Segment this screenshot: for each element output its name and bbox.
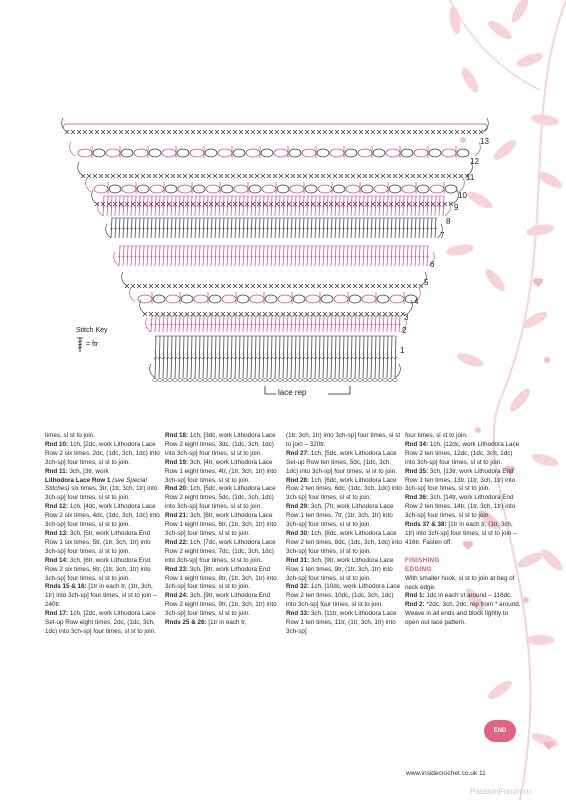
round-label: Rnd 31: <box>286 556 310 564</box>
instruction-text: 1ch, [5dc, work Lithodora Lace Set-up Row ten times, 5dc, (1dc, 3ch, 1dc) into 3ch-sp] four times, sl st to join. <box>286 449 397 475</box>
instruction-paragraph <box>286 450 402 477</box>
instruction-paragraph <box>405 575 521 593</box>
row-number: 2 <box>402 326 407 335</box>
instruction-paragraph <box>286 557 402 584</box>
round-label: Rnd 29: <box>286 503 310 511</box>
instruction-paragraph <box>405 432 521 441</box>
instruction-paragraph <box>405 601 521 610</box>
instruction-paragraph <box>286 530 402 557</box>
instruction-paragraph <box>405 441 521 468</box>
row-number: 13 <box>480 137 489 146</box>
instruction-paragraph <box>165 592 281 619</box>
round-label: Rnd 2: <box>405 601 425 609</box>
lace-repeat-label: lace rep <box>278 388 306 397</box>
round-label: Rnd 10: <box>45 440 69 448</box>
text-column <box>286 432 402 637</box>
instruction-text: 1ch, [7dc, work Lithodora Lace Row 2 eight times, 7dc, (1dc, 3ch, 1dc) into 3ch-sp] four times, sl st to join. <box>165 538 276 564</box>
instruction-text: [1tr in each tr, (1tr, 3ch, 1tr) into 3ch-sp] four times, sl st to join – 416tr. Fasten off. <box>405 521 517 546</box>
row-number: 9 <box>454 203 459 212</box>
heart-shape <box>533 278 543 287</box>
leaf-shape <box>509 0 532 25</box>
round-label: Rnd 33: <box>286 610 310 618</box>
row-number: 6 <box>430 260 435 269</box>
instruction-paragraph <box>45 610 161 637</box>
round-label: Rnd 35: <box>405 467 429 475</box>
instruction-text: 3ch, [7tr, work Lithodora Lace Row 1 ten times, 7tr, (1tr, 3ch, 1tr) into 3ch-sp] four times, sl st to join. <box>286 503 394 529</box>
instruction-text: 1ch, [6dc, work Lithodora Lace Row 2 ten times, 6dc, (1dc, 3ch, 1dc) into 3ch-sp] four times, sl st to join. <box>286 476 402 502</box>
instruction-text: Weave in all ends and block lightly to open out lace pattern. <box>405 610 509 627</box>
instruction-text: 1ch, [5dc, work Lithodora Lace Row 2 eight times, 5dc, (1dc, 3ch, 1dc) into 3ch-sp] four times, sl st to join. <box>165 485 276 511</box>
section-heading: EDGING <box>405 565 432 573</box>
round-label: Rnd 27: <box>286 449 310 457</box>
instruction-text: six times, 3tr, (1tr, 3ch, 1tr) into 3ch-sp] four times, sl st to join. <box>45 485 158 502</box>
instruction-paragraph <box>165 566 281 593</box>
instruction-text: 3ch, [9tr, work Lithodora Lace Row 1 ten times, 9tr, (1tr, 3ch, 1tr) into 3ch-sp] four times, sl st to join. <box>286 556 394 582</box>
instruction-text: 3ch, [6tr, work Lithodora End Row 2 six times, 6tr, (1tr, 3ch, 1tr) into 3ch-sp] four times, sl st to join. <box>45 556 151 582</box>
leaf-shape <box>507 386 533 414</box>
instruction-paragraph <box>165 459 281 486</box>
instruction-paragraph <box>165 485 281 512</box>
round-label: Rnds 15 & 16: <box>45 583 87 591</box>
instruction-text: With smaller hook, sl st to join at beg of neck edge. <box>405 574 515 591</box>
instruction-text: four times, sl st to join. <box>405 432 468 439</box>
round-label: Rnd 32: <box>286 583 310 591</box>
instruction-paragraph <box>45 477 161 504</box>
round-label: Rnd 22: <box>165 538 189 546</box>
instruction-text: 1ch, [12dc, work Lithodora Lace Row 2 ten times, 12dc, (1dc, 3ch, 1dc) into 3ch-sp] four times, sl st to join. <box>405 440 520 466</box>
instruction-text: 3ch, [9tr, work Lithodora End Row 2 eight times, 9tr, (1tr, 3ch, 1tr) into 3ch-sp] four times, sl st to join. <box>165 592 277 618</box>
instruction-text: 3ch, [3tr, work <box>67 467 109 475</box>
round-label: Rnd 34: <box>405 440 429 448</box>
round-label: Rnd 19: <box>165 458 189 466</box>
round-label: Rnd 21: <box>165 512 189 520</box>
round-label: Rnd 13: <box>45 529 69 537</box>
row-number: 10 <box>458 191 467 200</box>
instruction-paragraph <box>286 503 402 530</box>
instruction-paragraph <box>405 494 521 521</box>
round-label: Rnd 28: <box>286 476 310 484</box>
round-label: Rnd 17: <box>45 610 69 618</box>
leaf-shape <box>530 731 560 750</box>
instruction-paragraph <box>45 468 161 477</box>
instruction-text: *2dc, 3ch, 2dc; rep from * around. <box>424 601 521 609</box>
ftr-symbol-icon <box>76 337 84 353</box>
round-label: Rnd 18: <box>165 432 189 439</box>
round-label: Rnd 14: <box>45 556 69 564</box>
row-number: 5 <box>424 278 429 287</box>
round-label: Rnd 36: <box>405 494 429 502</box>
watermark: PassionForum.ru <box>470 787 531 796</box>
instruction-text: 3ch, [8tr, work Lithodora End Row 1 eight times, 8tr, (1tr, 3ch, 1tr) into 3ch-sp] four times, sl st to join. <box>165 565 277 591</box>
text-column <box>45 432 161 637</box>
instruction-paragraph <box>165 432 281 459</box>
round-label: Rnd 30: <box>286 529 310 537</box>
leaf-shape <box>459 65 482 94</box>
row-number: 4 <box>414 297 419 306</box>
instruction-paragraph <box>405 566 521 575</box>
round-label: Rnd 12: <box>45 503 69 511</box>
instruction-text: 1ch, [3dc, work Lithodora Lace Row 2 eight times, 3dc, (1dc, 3ch, 1dc) into 3ch-sp] four times, sl st to join. <box>165 432 276 457</box>
instruction-text: 1ch, [2dc, work Lithodora Lace Row 2 six times, 2dc, (1dc, 3ch, 1dc) into 3ch-sp] four times, sl st to join. <box>45 440 160 466</box>
instruction-paragraph <box>405 548 521 557</box>
instruction-paragraph <box>405 592 521 601</box>
stitch-key-title: Stitch Key <box>76 327 108 334</box>
leaf-shape <box>486 18 515 42</box>
instruction-text: times, sl st to join. <box>45 432 96 439</box>
instruction-text: 3ch, [4tr, work Lithodora Lace Row 1 eight times, 4tr, (1tr, 3ch, 1tr) into 3ch-sp] four times, sl st to join. <box>165 458 277 484</box>
instruction-text: 3ch, [13tr, work Lithodora End Row 1 ten times, 13tr, (1tr, 3ch, 1tr) into 3ch-sp] four times, sl st to join. <box>405 467 516 493</box>
row-number: 1 <box>400 346 405 355</box>
leaf-shape <box>530 113 559 128</box>
instruction-paragraph <box>286 583 402 610</box>
round-label: Rnds 37 & 38: <box>405 521 447 529</box>
instruction-paragraph <box>165 539 281 566</box>
instruction-paragraph <box>405 468 521 495</box>
row-number: 7 <box>440 231 445 240</box>
leaf-shape <box>515 51 545 70</box>
stitch-key <box>76 327 108 348</box>
instruction-text: 1ch, [2dc, work Lithodora Lace Set-up Row eight times, 2dc, (1dc, 3ch, 1dc) into 3ch-sp] four times, sl st to join. <box>45 610 156 635</box>
text-column <box>165 432 281 628</box>
instruction-paragraph <box>165 512 281 539</box>
instruction-paragraph <box>286 432 402 450</box>
instruction-paragraph <box>45 557 161 584</box>
instruction-paragraph <box>286 610 402 637</box>
instruction-paragraph <box>45 432 161 441</box>
instruction-text: 3ch, [6tr, work Lithodora Lace Row 1 eight times, 6tr, (1tr, 3ch, 1tr) into 3ch-sp] four times, sl st to join. <box>165 512 277 537</box>
instruction-paragraph <box>405 557 521 566</box>
instruction-paragraph <box>405 610 521 628</box>
instruction-text: (1tr, 3ch, 1tr) into 3ch-sp] four times, sl st to join – 320tr. <box>286 432 401 448</box>
row-number: 8 <box>446 217 451 226</box>
instruction-text: 1dc in each st around – 116dc. <box>424 592 512 600</box>
instruction-paragraph <box>45 530 161 557</box>
instruction-paragraph <box>165 619 281 628</box>
dot-shape <box>523 597 529 603</box>
instruction-text: 1ch, [10dc, work Lithodora Lace Row 2 ten times, 10dc, (1dc, 3ch, 1dc) into 3ch-sp] four times, sl st to join. <box>286 583 401 609</box>
row-number: 12 <box>470 157 479 166</box>
round-label: Rnds 25 & 26: <box>165 619 207 627</box>
row-number: 3 <box>404 313 409 322</box>
note-text: (see Special Stitches) <box>45 476 147 493</box>
round-label: Rnd 11: <box>45 467 68 475</box>
diagram-stitches <box>62 118 489 378</box>
instruction-text: [1tr in each tr, <box>206 619 247 627</box>
leaf-shape <box>486 678 515 702</box>
instruction-paragraph <box>405 521 521 548</box>
lace-repeat-bracket <box>264 386 354 396</box>
instruction-paragraph <box>286 477 402 504</box>
leaf-shape <box>530 452 560 469</box>
leaf-shape <box>525 223 554 238</box>
instruction-paragraph <box>45 583 161 610</box>
row-number: 11 <box>466 173 475 182</box>
instruction-text: [1tr in each tr, (1tr, 3ch, 1tr) into 3ch-sp] four times, sl st to join – 240tr. <box>45 583 157 609</box>
round-label: Rnd 24: <box>165 592 189 600</box>
end-badge: END <box>484 720 516 742</box>
stitch-key-ftr: = ftr <box>86 341 99 348</box>
heart-shape <box>544 741 554 750</box>
round-label: Rnd 1: <box>405 592 425 600</box>
instruction-paragraph <box>45 503 161 530</box>
instruction-paragraph <box>45 441 161 468</box>
instruction-text: 3ch, [14tr, work Lithodora End Row 2 ten times, 14tr, (1tr, 3ch, 1tr) into 3ch-sp] four times, sl st to join. <box>405 494 516 520</box>
instruction-text: 1ch, [8dc, work Lithodora Lace Row 2 ten times, 8dc, (1dc, 3ch, 1dc) into 3ch-sp] four times, sl st to join. <box>286 529 402 555</box>
stitch-diagram <box>55 118 505 403</box>
base-chain <box>153 379 397 382</box>
round-label: Rnd 23: <box>165 565 189 573</box>
instruction-text: 1ch, [4dc, work Lithodora Lace Row 2 six times, 4dc, (1dc, 3ch, 1dc) into 3ch-sp] four times, sl st to join. <box>45 503 160 529</box>
round-label: Rnd 20: <box>165 485 189 493</box>
leaf-shape <box>526 635 554 645</box>
page-footer: www.insidecrochet.co.uk 11 <box>406 770 486 777</box>
instruction-text: 3ch, [5tr, work Lithodora End Row 1 six times, 5tr, (1tr, 3ch, 1tr) into 3ch-sp] four times, sl st to join. <box>45 529 151 555</box>
instruction-text: 3ch, [11tr, work Lithodora Lace Row 1 ten times, 11tr, (1tr, 3ch, 1tr) into 3ch-sp] <box>286 610 397 635</box>
leaf-shape <box>539 547 566 574</box>
round-label: Lithodora Lace Row 1 <box>45 476 111 484</box>
dot-shape <box>544 357 550 363</box>
text-column <box>405 432 521 628</box>
section-heading: FINISHING <box>405 556 440 564</box>
